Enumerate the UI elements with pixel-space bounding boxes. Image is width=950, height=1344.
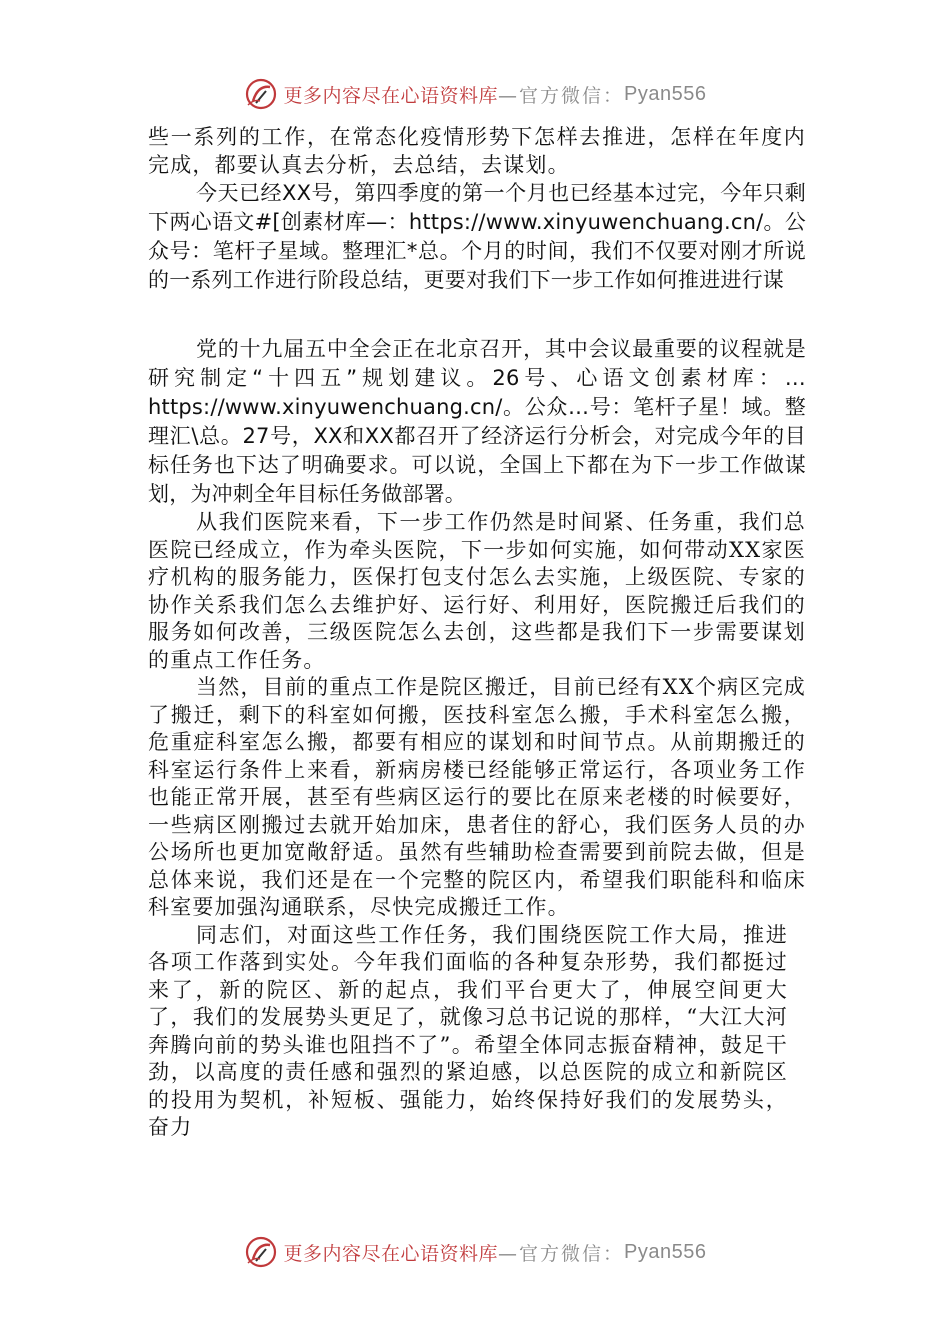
header-wechat-id: Pyan556 (624, 82, 707, 105)
footer-wechat-id: Pyan556 (624, 1240, 707, 1263)
paragraph-1: 些一系列的工作，在常态化疫情形势下怎样去推进，怎样在年度内完成，都要认真去分析，去总结，去谋划。 (148, 125, 806, 177)
paragraph-3: 党的十九届五中全会正在北京召开，其中会议最重要的议程就是研究制定“十四五”规划建议。26号、心语文创素材库：…https://www.xinyuwenchuang.cn/。公众…号：笔杆子星！域。整理汇\总。27号，XX和XX都召开了经济运行分析会，对完成今年的目标任务也下达了明确要求。可以说，全国上下都在为下一步工作做谋划，为冲刺全年目标任务做部署。 (148, 337, 806, 506)
header-banner (0, 74, 950, 114)
footer-banner (0, 1232, 950, 1272)
footer-separator-text: —官方微信： (498, 1242, 625, 1265)
header-brand-text: 更多内容尽在心语资料库 (283, 84, 499, 107)
brand-logo-icon (244, 1235, 278, 1269)
paragraph-5: 当然，目前的重点工作是院区搬迁，目前已经有XX个病区完成了搬迁，剩下的科室如何搬，医技科室怎么搬，手术科室怎么搬，危重症科室怎么搬，都要有相应的谋划和时间节点。从前期搬迁的科室运行条件上来看，新病房楼已经能够正常运行，各项业务工作也能正常开展，甚至有些病区运行的要比在原来老楼的时候要好，一些病区刚搬过去就开始加床，患者住的舒心，我们医务人员的办公场所也更加宽敞舒适。虽然有些辅助检查需要到前院去做，但是总体来说，我们还是在一个完整的院区内，希望我们职能科和临床科室要加强沟通联系，尽快完成搬迁工作。 (148, 675, 806, 919)
document-body (148, 124, 806, 1142)
header-separator-text: —官方微信： (498, 84, 625, 107)
brand-logo-icon (244, 77, 278, 111)
paragraph-2: 今天已经XX号，第四季度的第一个月也已经基本过完，今年只剩下两心语文#[创素材库—：https://www.xinyuwenchuang.cn/。公众号：笔杆子星域。整理汇*总。个月的时间，我们不仅要对刚才所说的一系列工作进行阶段总结，更要对我们下一步工作如何推进进行谋 (148, 181, 806, 292)
paragraph-gap (148, 295, 806, 335)
paragraph-4: 从我们医院来看，下一步工作仍然是时间紧、任务重，我们总医院已经成立，作为牵头医院，下一步如何实施，如何带动XX家医疗机构的服务能力，医保打包支付怎么去实施，上级医院、专家的协作关系我们怎么去维护好、运行好、利用好，医院搬迁后我们的服务如何改善，三级医院怎么去创，这些都是我们下一步需要谋划的重点工作任务。 (148, 510, 806, 672)
footer-brand-text: 更多内容尽在心语资料库 (283, 1242, 499, 1265)
paragraph-6: 同志们，对面这些工作任务，我们围绕医院工作大局，推进各项工作落到实处。今年我们面临的各种复杂形势，我们都挺过来了，新的院区、新的起点，我们平台更大了，伸展空间更大了，我们的发展势头更足了，就像习总书记说的那样，“大江大河奔腾向前的势头谁也阻挡不了”。希望全体同志振奋精神，鼓足干劲，以高度的责任感和强烈的紧迫感，以总医院的成立和新院区的投用为契机，补短板、强能力，始终保持好我们的发展势头，奋力 (148, 922, 788, 1139)
